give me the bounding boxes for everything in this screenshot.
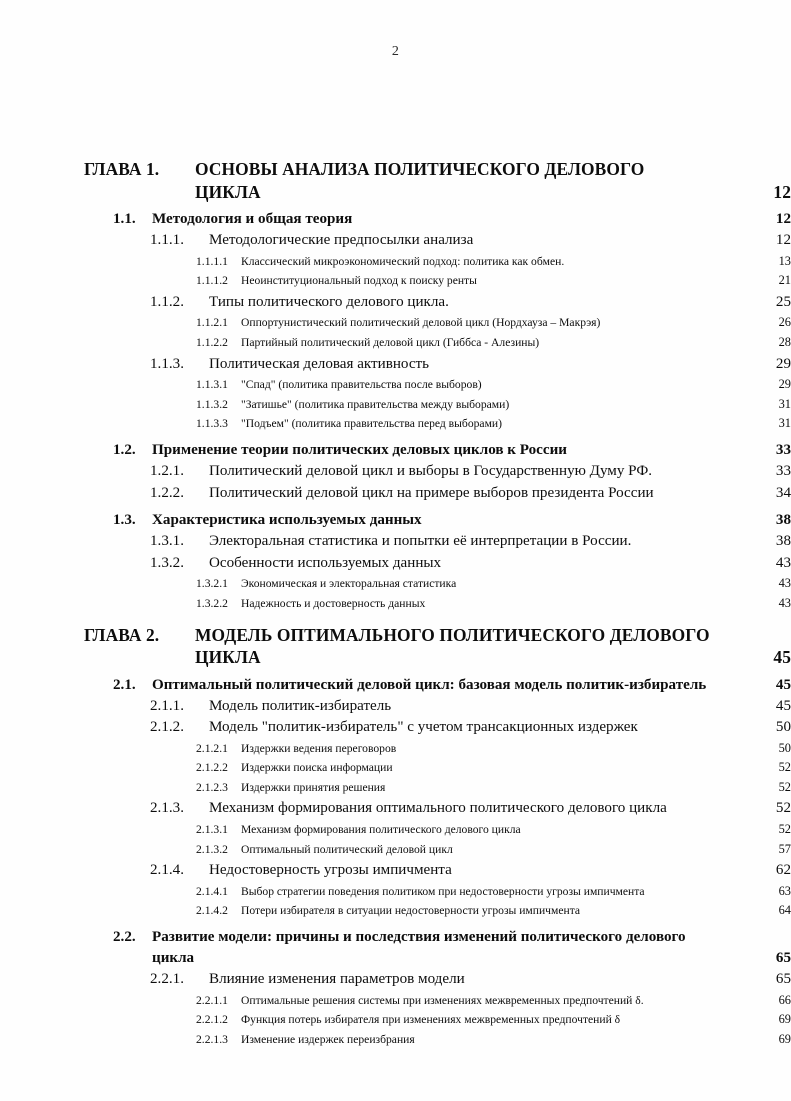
toc-entry-level-4[interactable] xyxy=(0,395,791,415)
toc-entry-page-number: 13 xyxy=(778,253,791,268)
toc-entry-level-4[interactable] xyxy=(0,594,791,614)
toc-entry-number: 1.3.2. xyxy=(150,554,184,571)
toc-entry-level-4[interactable] xyxy=(0,820,791,840)
toc-entry-level-4[interactable] xyxy=(0,271,791,291)
toc-entry-title[interactable]: Издержки поиска информации xyxy=(241,761,393,775)
toc-entry-title[interactable]: "Подъем" (политика правительства перед выборами) xyxy=(241,417,502,431)
toc-entry-level-4[interactable] xyxy=(0,739,791,759)
toc-entry-number: 1.2. xyxy=(113,441,136,458)
toc-entry-page-number: 33 xyxy=(775,441,791,458)
table-of-contents xyxy=(0,158,791,1049)
toc-entry-title[interactable]: Экономическая и электоральная статистика xyxy=(241,577,457,591)
toc-entry-number: 1.1.3.3 xyxy=(196,417,228,431)
toc-entry-title[interactable]: Оптимальный политический деловой цикл xyxy=(241,842,453,856)
toc-entry-page-number: 69 xyxy=(778,1031,791,1046)
toc-entry-level-3[interactable] xyxy=(0,230,791,252)
toc-entry-number: 2.2.1. xyxy=(150,971,184,988)
toc-entry-number: 2.2.1.3 xyxy=(196,1032,228,1046)
toc-entry-number: 2.1.3.1 xyxy=(196,823,228,837)
toc-entry-number: 1.3.2.2 xyxy=(196,596,228,610)
toc-entry-level-4[interactable] xyxy=(0,375,791,395)
toc-entry-page-number: 43 xyxy=(778,595,791,610)
toc-entry-title[interactable]: Развитие модели: причины и последствия изменений политического делового цикла xyxy=(152,929,686,967)
toc-entry-number: 1.1.1.2 xyxy=(196,274,228,288)
toc-entry-level-3[interactable] xyxy=(0,696,791,718)
toc-entry-page-number: 50 xyxy=(778,740,791,755)
toc-entry-title[interactable]: Электоральная статистика и попытки её интерпретации в России. xyxy=(209,533,632,550)
toc-entry-level-4[interactable] xyxy=(0,840,791,860)
toc-entry-level-3[interactable] xyxy=(0,292,791,314)
toc-entry-page-number: 62 xyxy=(775,862,791,879)
toc-entry-title[interactable]: ОСНОВЫ АНАЛИЗА ПОЛИТИЧЕСКОГО ДЕЛОВОГО ЦИКЛА xyxy=(195,159,645,202)
toc-entry-title[interactable]: Механизм формирования политического делового цикла xyxy=(241,823,521,837)
toc-entry-level-2[interactable] xyxy=(0,675,791,696)
toc-entry-number: 2.1.3. xyxy=(150,800,184,817)
toc-entry-number: 1.2.1. xyxy=(150,462,184,479)
toc-entry-page-number: 12 xyxy=(773,181,791,202)
toc-entry-page-number: 57 xyxy=(778,841,791,856)
toc-entry-page-number: 45 xyxy=(773,647,791,667)
toc-entry-page-number: 65 xyxy=(775,971,791,988)
toc-entry-title[interactable]: Применение теории политических деловых циклов к России xyxy=(152,441,567,458)
toc-entry-page-number: 52 xyxy=(778,760,791,775)
toc-entry-page-number: 34 xyxy=(775,484,791,501)
toc-entry-number: 1.1. xyxy=(113,211,136,227)
toc-entry-level-2[interactable] xyxy=(0,510,791,531)
toc-entry-number: 2.1.4.1 xyxy=(196,884,228,898)
toc-entry-number: 1.1.2. xyxy=(150,293,184,310)
toc-entry-page-number: 21 xyxy=(778,273,791,288)
toc-entry-number: 1.1.1. xyxy=(150,232,184,248)
toc-entry-page-number: 69 xyxy=(778,1012,791,1027)
toc-entry-level-3[interactable] xyxy=(0,461,791,483)
toc-entry-page-number: 43 xyxy=(775,554,791,571)
toc-entry-number: 1.3. xyxy=(113,512,136,529)
toc-entry-title[interactable]: Надежность и достоверность данных xyxy=(241,596,426,610)
toc-entry-level-4[interactable] xyxy=(0,252,791,272)
toc-entry-title[interactable]: Издержки ведения переговоров xyxy=(241,741,397,755)
toc-entry-title[interactable]: Оптимальный политический деловой цикл: базовая модель политик-избиратель xyxy=(152,676,707,693)
toc-entry-title[interactable]: Оппортунистический политический деловой цикл (Нордхауза – Макрэя) xyxy=(241,316,601,330)
toc-entry-title[interactable]: Классический микроэкономический подход: политика как обмен. xyxy=(241,254,565,268)
toc-entry-title[interactable]: Потери избирателя в ситуации недостоверности угрозы импичмента xyxy=(241,904,581,918)
page-number: 2 xyxy=(391,44,400,59)
toc-entry-page-number: 66 xyxy=(778,992,791,1007)
toc-entry-title[interactable]: Недостоверность угрозы импичмента xyxy=(209,862,452,879)
toc-entry-level-2[interactable] xyxy=(0,927,791,969)
toc-entry-title[interactable]: Неоинституциональный подход к поиску ренты xyxy=(241,274,477,288)
toc-entry-level-3[interactable] xyxy=(0,483,791,505)
toc-entry-page-number: 25 xyxy=(775,293,791,310)
toc-entry-page-number: 43 xyxy=(778,576,791,591)
toc-entry-title[interactable]: Модель политик-избиратель xyxy=(209,697,392,714)
toc-entry-page-number: 12 xyxy=(775,211,791,227)
toc-entry-page-number: 50 xyxy=(775,719,791,736)
toc-entry-page-number: 26 xyxy=(778,315,791,330)
toc-entry-page-number: 64 xyxy=(778,903,791,918)
toc-entry-number: 1.3.2.1 xyxy=(196,577,228,591)
toc-entry-level-4[interactable] xyxy=(0,778,791,798)
toc-entry-level-3[interactable] xyxy=(0,798,791,820)
toc-entry-title[interactable]: Методология и общая теория xyxy=(152,211,353,227)
toc-entry-number: 2.2.1.1 xyxy=(196,993,228,1007)
toc-entry-title[interactable]: Политический деловой цикл на примере выборов президента России xyxy=(209,484,654,501)
toc-entry-page-number: 52 xyxy=(778,822,791,837)
toc-entry-level-4[interactable] xyxy=(0,1010,791,1030)
toc-entry-page-number: 65 xyxy=(775,950,791,967)
toc-entry-level-3[interactable] xyxy=(0,860,791,882)
toc-entry-level-4[interactable] xyxy=(0,882,791,902)
toc-entry-page-number: 12 xyxy=(775,232,791,248)
toc-entry-level-4[interactable] xyxy=(0,1030,791,1050)
toc-entry-number: ГЛАВА 1. xyxy=(84,159,160,179)
toc-entry-page-number: 52 xyxy=(778,779,791,794)
toc-entry-number: 1.1.2.1 xyxy=(196,316,228,330)
toc-entry-level-1[interactable] xyxy=(0,624,791,669)
toc-entry-level-3[interactable] xyxy=(0,531,791,553)
toc-entry-page-number: 29 xyxy=(775,355,791,372)
toc-entry-title[interactable]: Влияние изменения параметров модели xyxy=(209,971,465,988)
toc-entry-level-4[interactable] xyxy=(0,313,791,333)
toc-entry-page-number: 52 xyxy=(775,800,791,817)
toc-entry-level-2[interactable] xyxy=(0,440,791,461)
toc-entry-title[interactable]: Изменение издержек переизбрания xyxy=(241,1032,415,1046)
toc-entry-title[interactable]: Политическая деловая активность xyxy=(209,355,430,372)
toc-entry-title[interactable]: Партийный политический деловой цикл (Гиббса - Алезины) xyxy=(241,335,540,349)
toc-entry-title[interactable]: Издержки принятия решения xyxy=(241,780,386,794)
toc-entry-level-4[interactable] xyxy=(0,414,791,434)
toc-entry-title[interactable]: Методологические предпосылки анализа xyxy=(209,232,474,248)
toc-entry-page-number: 31 xyxy=(778,416,791,431)
toc-entry-page-number: 45 xyxy=(775,697,791,714)
toc-entry-level-4[interactable] xyxy=(0,901,791,921)
toc-entry-number: ГЛАВА 2. xyxy=(84,624,160,645)
toc-entry-level-3[interactable] xyxy=(0,354,791,376)
toc-entry-page-number: 38 xyxy=(775,533,791,550)
toc-entry-title[interactable]: Функция потерь избирателя при изменениях межвременных предпочтений δ xyxy=(241,1013,621,1027)
toc-entry-title[interactable]: "Затишье" (политика правительства между выборами) xyxy=(241,397,510,411)
toc-entry-title[interactable]: "Спад" (политика правительства после выборов) xyxy=(241,378,482,392)
toc-entry-number: 2.1.4. xyxy=(150,862,184,879)
toc-entry-level-3[interactable] xyxy=(0,717,791,739)
toc-entry-title[interactable]: Оптимальные решения системы при изменениях межвременных предпочтений δ. xyxy=(241,993,644,1007)
toc-entry-title[interactable]: МОДЕЛЬ ОПТИМАЛЬНОГО ПОЛИТИЧЕСКОГО ДЕЛОВОГО ЦИКЛА xyxy=(195,624,710,667)
toc-entry-title[interactable]: Механизм формирования оптимального политического делового цикла xyxy=(209,800,667,817)
toc-entry-page-number: 33 xyxy=(775,462,791,479)
toc-entry-level-4[interactable] xyxy=(0,333,791,353)
toc-entry-page-number: 31 xyxy=(778,396,791,411)
toc-entry-number: 2.2. xyxy=(113,929,136,946)
toc-entry-number: 2.1.3.2 xyxy=(196,842,228,856)
toc-entry-title[interactable]: Типы политического делового цикла. xyxy=(209,293,449,310)
toc-entry-level-2[interactable] xyxy=(0,209,791,230)
toc-entry-number: 2.1.2.3 xyxy=(196,780,228,794)
toc-entry-level-4[interactable] xyxy=(0,574,791,594)
toc-entry-number: 2.2.1.2 xyxy=(196,1013,228,1027)
toc-entry-number: 2.1.4.2 xyxy=(196,904,228,918)
toc-entry-title[interactable]: Выбор стратегии поведения политиком при недостоверности угрозы импичмента xyxy=(241,884,645,898)
toc-entry-page-number: 29 xyxy=(778,377,791,392)
toc-entry-level-3[interactable] xyxy=(0,969,791,991)
toc-entry-number: 1.1.2.2 xyxy=(196,335,228,349)
toc-entry-level-4[interactable] xyxy=(0,991,791,1011)
toc-entry-number: 2.1.1. xyxy=(150,697,184,714)
toc-entry-page-number: 28 xyxy=(778,334,791,349)
toc-entry-title[interactable]: Характеристика используемых данных xyxy=(152,512,422,529)
toc-entry-number: 1.1.1.1 xyxy=(196,254,228,268)
toc-entry-title[interactable]: Политический деловой цикл и выборы в Государственную Думу РФ. xyxy=(209,462,653,479)
toc-entry-title[interactable]: Модель "политик-избиратель" с учетом трансакционных издержек xyxy=(209,719,638,736)
toc-entry-number: 2.1.2.1 xyxy=(196,741,228,755)
toc-entry-number: 1.3.1. xyxy=(150,533,184,550)
toc-entry-number: 1.1.3. xyxy=(150,355,184,372)
toc-entry-page-number: 38 xyxy=(775,512,791,529)
toc-entry-level-3[interactable] xyxy=(0,553,791,575)
toc-entry-number: 2.1.2. xyxy=(150,719,184,736)
toc-entry-number: 1.1.3.2 xyxy=(196,397,228,411)
toc-entry-level-1[interactable] xyxy=(0,158,791,203)
toc-entry-page-number: 45 xyxy=(775,676,791,693)
toc-entry-number: 2.1. xyxy=(113,676,136,693)
toc-entry-level-4[interactable] xyxy=(0,758,791,778)
toc-entry-number: 1.2.2. xyxy=(150,484,184,501)
toc-entry-number: 1.1.3.1 xyxy=(196,378,228,392)
toc-entry-number: 2.1.2.2 xyxy=(196,761,228,775)
toc-entry-page-number: 63 xyxy=(778,883,791,898)
toc-entry-title[interactable]: Особенности используемых данных xyxy=(209,554,442,571)
